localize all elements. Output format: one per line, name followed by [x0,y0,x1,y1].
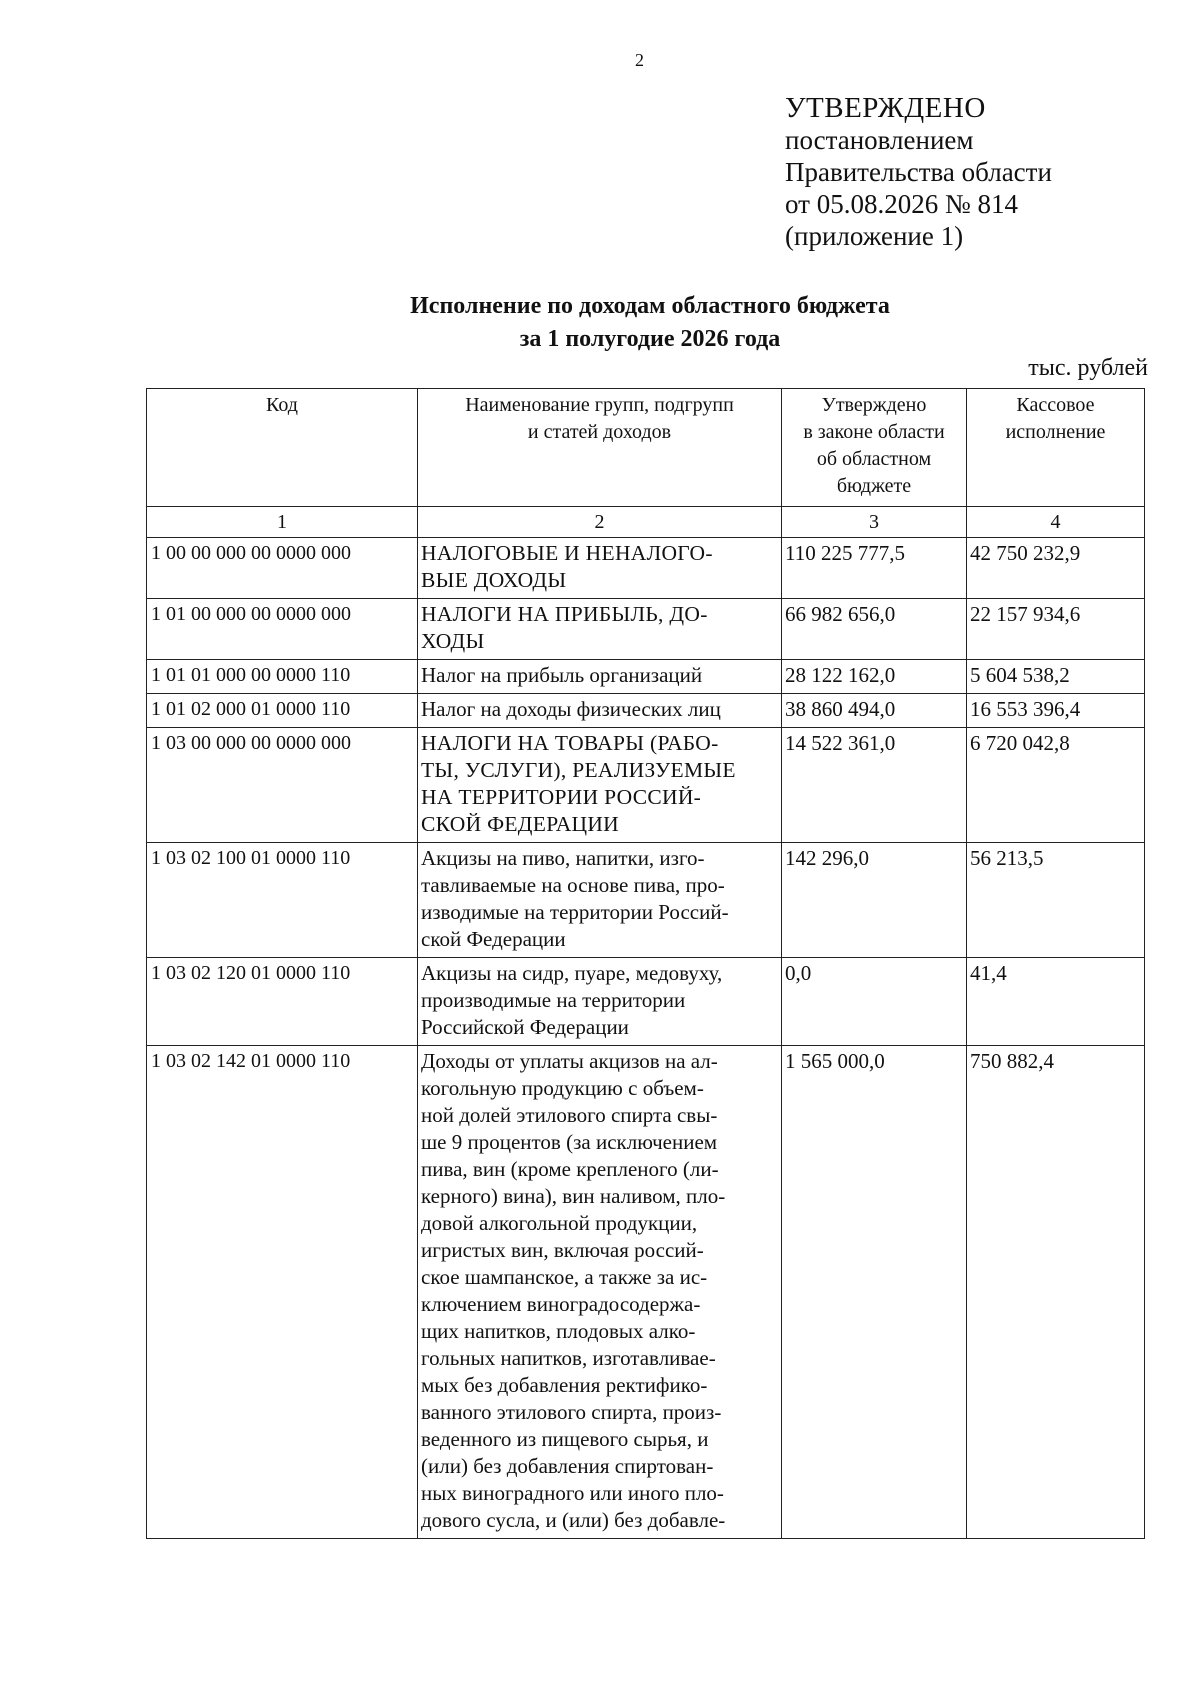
row-name [418,958,782,1046]
row-name-line: производимые на территории [421,988,686,1012]
row-executed-amount: 56 213,5 [967,843,1145,958]
approval-line-appendix: (приложение 1) [785,221,964,251]
row-name-line: веденного из пищевого сырья, и [421,1427,709,1451]
column-number: 4 [967,507,1145,538]
table-row [147,728,1145,843]
page-number: 2 [635,50,644,70]
row-name [418,843,782,958]
unit-label: тыс. рублей [1028,355,1148,381]
row-approved-amount: 0,0 [782,958,967,1046]
row-name [418,728,782,843]
row-approved-amount: 142 296,0 [782,843,967,958]
approval-line-date-number: от 05.08.2026 № 814 [785,189,1018,219]
document-title-line1: Исполнение по доходам областного бюджета [410,293,890,319]
row-name-line: пива, вин (кроме крепленого (ли- [421,1157,719,1181]
column-number-row [147,507,1145,538]
row-name [418,1046,782,1539]
row-executed-amount: 750 882,4 [967,1046,1145,1539]
row-name-line: НАЛОГИ НА ТОВАРЫ (РАБО- [421,731,719,755]
row-name-line: Акцизы на сидр, пуаре, медовуху, [421,961,723,985]
row-name-line: НАЛОГОВЫЕ И НЕНАЛОГО- [421,541,713,565]
row-name-line: игристых вин, включая россий- [421,1238,704,1262]
row-name-line: СКОЙ ФЕДЕРАЦИИ [421,812,620,836]
row-name-line: тавливаемые на основе пива, про- [421,873,725,897]
document-title [300,290,1000,356]
header-name: Наименование групп, подгрупп и статей доходов [418,389,782,507]
header-approved: Утверждено в законе области об областном бюджете [782,389,967,507]
row-approved-amount: 28 122 162,0 [782,660,967,694]
row-code: 1 00 00 000 00 0000 000 [147,538,418,599]
row-name-line: керного) вина), вин наливом, пло- [421,1184,726,1208]
table-row [147,694,1145,728]
row-name-line: ское шампанское, а также за ис- [421,1265,708,1289]
row-code: 1 03 02 100 01 0000 110 [147,843,418,958]
row-name [418,694,782,728]
row-name-line: дового сусла, и (или) без добавле- [421,1508,726,1532]
approval-line-decree: постановлением [785,125,974,155]
row-name-line: довой алкогольной продукции, [421,1211,698,1235]
row-approved-amount: 66 982 656,0 [782,599,967,660]
row-name-line: ше 9 процентов (за исключением [421,1130,718,1154]
approval-line-government: Правительства области [785,157,1052,187]
row-name-line: когольную продукцию с объем- [421,1076,704,1100]
row-name-line: гольных напитков, изготавливае- [421,1346,716,1370]
row-approved-amount: 110 225 777,5 [782,538,967,599]
row-name [418,538,782,599]
row-executed-amount: 42 750 232,9 [967,538,1145,599]
row-name-line: ванного этилового спирта, произ- [421,1400,722,1424]
row-name-line: Налог на доходы физических лиц [421,697,721,721]
column-number: 3 [782,507,967,538]
row-executed-amount: 16 553 396,4 [967,694,1145,728]
row-code: 1 01 00 000 00 0000 000 [147,599,418,660]
row-approved-amount: 38 860 494,0 [782,694,967,728]
column-number: 2 [418,507,782,538]
row-name-line: Российской Федерации [421,1015,629,1039]
row-code: 1 03 02 142 01 0000 110 [147,1046,418,1539]
row-name-line: НАЛОГИ НА ПРИБЫЛЬ, ДО- [421,602,708,626]
row-executed-amount: 6 720 042,8 [967,728,1145,843]
row-name-line: ВЫЕ ДОХОДЫ [421,568,567,592]
row-name-line: Налог на прибыль организаций [421,663,703,687]
row-approved-amount: 14 522 361,0 [782,728,967,843]
table-row [147,599,1145,660]
row-executed-amount: 5 604 538,2 [967,660,1145,694]
document-title-line2: за 1 полугодие 2026 года [519,326,781,352]
row-approved-amount: 1 565 000,0 [782,1046,967,1539]
row-name-line: (или) без добавления спиртован- [421,1454,714,1478]
table-row [147,660,1145,694]
row-executed-amount: 41,4 [967,958,1145,1046]
table-row [147,843,1145,958]
row-name-line: НА ТЕРРИТОРИИ РОССИЙ- [421,785,702,809]
row-code: 1 01 01 000 00 0000 110 [147,660,418,694]
row-name-line: ской Федерации [421,927,566,951]
row-name-line: изводимые на территории Россий- [421,900,729,924]
header-code: Код [147,389,418,507]
row-name-line: ХОДЫ [421,629,485,653]
row-name [418,599,782,660]
approval-title: УТВЕРЖДЕНО [785,92,986,124]
row-name-line: ной долей этилового спирта свы- [421,1103,718,1127]
row-code: 1 01 02 000 01 0000 110 [147,694,418,728]
row-name-line: Акцизы на пиво, напитки, изго- [421,846,705,870]
row-name-line: ных виноградного или иного пло- [421,1481,724,1505]
approval-stamp [785,92,1052,252]
table-row [147,538,1145,599]
row-name-line: Доходы от уплаты акцизов на ал- [421,1049,718,1073]
row-name-line: ТЫ, УСЛУГИ), РЕАЛИЗУЕМЫЕ [421,758,736,782]
table-row [147,958,1145,1046]
row-code: 1 03 02 120 01 0000 110 [147,958,418,1046]
row-code: 1 03 00 000 00 0000 000 [147,728,418,843]
header-executed: Кассовое исполнение [967,389,1145,507]
column-number: 1 [147,507,418,538]
row-name-line: мых без добавления ректифико- [421,1373,708,1397]
revenue-table [146,388,1145,1539]
row-name-line: ключением виноградосодержа- [421,1292,701,1316]
row-executed-amount: 22 157 934,6 [967,599,1145,660]
row-name [418,660,782,694]
table-header-row [147,389,1145,507]
row-name-line: щих напитков, плодовых алко- [421,1319,696,1343]
table-row [147,1046,1145,1539]
